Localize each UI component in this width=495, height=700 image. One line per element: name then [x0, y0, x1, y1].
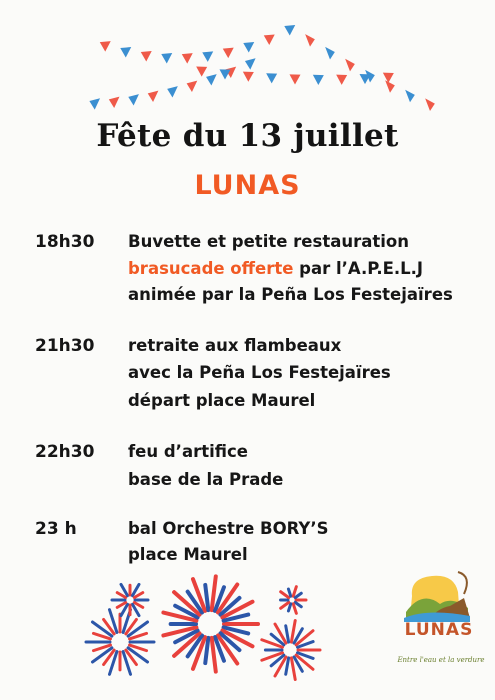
bunting-flag-icon — [141, 51, 152, 61]
schedule-line: bal Orchestre BORY’S — [128, 519, 329, 538]
firework-ray-icon — [295, 602, 301, 606]
bunting-flag-icon — [243, 72, 254, 82]
firework-ray-icon — [134, 593, 142, 598]
schedule-line: place Maurel — [128, 545, 248, 564]
bunting-flag-icon — [109, 97, 120, 108]
firework-ray-icon — [291, 658, 295, 680]
firework-ray-icon — [293, 587, 296, 597]
schedule-time: 22h30 — [35, 442, 95, 462]
bunting-flag-icon — [266, 73, 277, 83]
firework-ray-icon — [288, 589, 290, 596]
firework-ray-icon — [134, 603, 142, 608]
firework-ray-icon — [288, 604, 290, 611]
firework-ray-icon — [281, 602, 289, 608]
bunting-flag-icon — [336, 75, 347, 85]
firework-ray-icon — [117, 603, 125, 608]
bunting-flag-icon — [196, 66, 207, 76]
firework-ray-icon — [281, 592, 289, 598]
schedule-line: feu d’artifice — [128, 442, 248, 461]
logo-tagline: Entre l'eau et la verdure — [397, 656, 485, 664]
bunting-flag-icon — [182, 53, 193, 63]
bunting-flag-icon — [405, 90, 415, 103]
bunting-flag-icon — [325, 47, 335, 60]
bunting-flag-icon — [120, 47, 131, 57]
bunting-flag-icon — [313, 75, 324, 85]
highlight-text: brasucade offerte — [128, 259, 294, 278]
line-text: par l’A.P.E.L.J — [293, 259, 424, 278]
bunting-flag-icon — [100, 41, 111, 51]
bunting-flag-icon — [284, 25, 295, 35]
schedule-line: avec la Peña Los Festejaïres — [128, 363, 391, 382]
bunting-flag-icon — [383, 73, 394, 83]
firework-ray-icon — [291, 620, 295, 642]
bunting-flag-icon — [89, 98, 100, 109]
schedule-time: 18h30 — [35, 232, 95, 252]
bunting-flag-icon — [128, 94, 139, 105]
bunting-flag-icon — [202, 51, 213, 61]
schedule-line — [128, 259, 423, 278]
schedule-line: base de la Prade — [128, 470, 284, 489]
schedule-line: départ place Maurel — [128, 391, 316, 410]
firework-ray-icon — [293, 604, 296, 614]
firework-ray-icon — [205, 638, 208, 663]
bunting-flag-icon — [264, 34, 275, 44]
logo-name: LUNAS — [404, 620, 474, 640]
bunting-flag-icon — [305, 34, 315, 47]
bunting-flag-icon — [245, 58, 256, 69]
bunting-flag-icon — [206, 74, 217, 85]
bunting-flag-icon — [345, 59, 355, 72]
firework-ray-icon — [286, 658, 289, 674]
schedule-line: Buvette et petite restauration — [128, 232, 409, 251]
schedule-line: retraite aux flambeaux — [128, 336, 342, 355]
schedule-line: animée par la Peña Los Festejaïres — [128, 285, 453, 304]
bunting-flag-icon — [148, 91, 159, 102]
bunting-flag-icon — [425, 98, 435, 111]
firework-ray-icon — [117, 593, 125, 598]
bunting-flag-icon — [243, 42, 254, 52]
bunting-flag-icon — [223, 48, 234, 58]
schedule-time: 21h30 — [35, 336, 95, 356]
page-title: Fête du 13 juillet — [96, 118, 399, 154]
schedule-time: 23 h — [35, 519, 77, 539]
firework-ray-icon — [205, 585, 208, 610]
bunting-flags-icon — [0, 0, 495, 118]
firework-ray-icon — [286, 626, 289, 642]
firework-ray-icon — [295, 593, 301, 597]
bunting-flag-icon — [161, 53, 172, 63]
bunting-flag-icon — [167, 86, 178, 97]
bunting-flag-icon — [385, 80, 395, 93]
bunting-flag-icon — [187, 81, 198, 92]
village-name: LUNAS — [194, 170, 301, 201]
bunting-flag-icon — [290, 74, 301, 84]
